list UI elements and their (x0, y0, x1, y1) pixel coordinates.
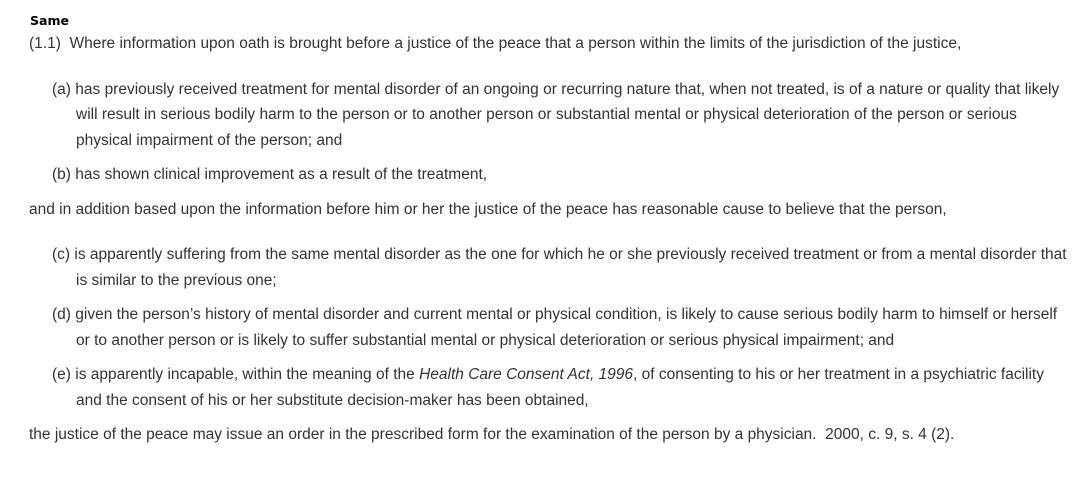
clause-text-before: is apparently incapable, within the meaning of the (75, 366, 415, 383)
clause-label: (e) (52, 366, 71, 383)
clause-label: (d) (52, 306, 71, 323)
middle-paragraph: and in addition based upon the information before him or her the justice of the peace has reasonable cause to believe that the person, (29, 200, 947, 218)
subsection-number: (1.1) (29, 35, 61, 52)
clause-label: (b) (52, 166, 71, 183)
act-name: Health Care Consent Act, 1996 (419, 366, 634, 383)
clause-label: (c) (52, 246, 71, 263)
clause-b (29, 162, 1069, 188)
clause-text-after: , of consenting to his or her treatment in a psychiatric facility and the consent of his or her substitute decision-maker has been obtained, (76, 366, 1044, 409)
closing-text: the justice of the peace may issue an order in the prescribed form for the examination of the person by a physician. (29, 426, 817, 443)
clause-text: has shown clinical improvement as a result of the treatment, (75, 166, 488, 183)
clause-text: has previously received treatment for mental disorder of an ongoing or recurring nature that, when not treated, is of a nature or quality that likely will result in serious bodily harm to the person or to another person or substantial mental or physical deterioration of the person or serious physical impairment of the person; and (75, 80, 1060, 149)
statute-section (29, 11, 1069, 448)
citation: 2000, c. 9, s. 4 (2). (825, 426, 955, 443)
closing-paragraph (29, 422, 1069, 448)
clause-d (29, 302, 1069, 353)
clause-text: is apparently suffering from the same mental disorder as the one for which he or she previously received treatment or from a mental disorder that is similar to the previous one; (74, 246, 1067, 289)
section-heading: Same (30, 13, 69, 28)
subsection-intro-text: Where information upon oath is brought before a justice of the peace that a person within the limits of the jurisdiction of the justice, (69, 35, 962, 52)
subsection-intro (29, 31, 1069, 57)
clause-c (29, 242, 1069, 293)
clause-label: (a) (52, 80, 71, 98)
clause-a (29, 77, 1069, 154)
clause-text: given the person’s history of mental disorder and current mental or physical condition, is likely to cause serious bodily harm to himself or herself or to another person or is likely to suffer substantial mental or physical deterioration or serious physical impairment; and (75, 306, 1058, 349)
clause-e (29, 362, 1069, 413)
